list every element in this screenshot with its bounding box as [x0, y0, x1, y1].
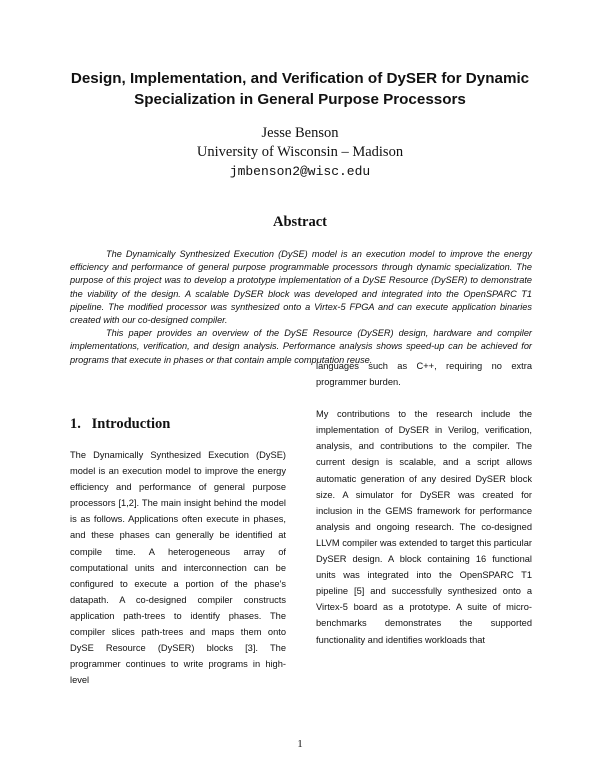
left-column — [70, 447, 286, 688]
abstract-heading: Abstract — [273, 214, 327, 230]
page-number: 1 — [297, 738, 303, 750]
author-name: Jesse Benson — [261, 125, 339, 141]
body-paragraph: The Dynamically Synthesized Execution (DySE) model is an execution model to improve the energy efficiency and performance of general purpose processors [1,2]. The main insight behind the model is as follows. Applications often execute in phases, and these phases can generally be identified at compile time. A heterogeneous array of computational units and interconnection can be configured to execute a portion of the phase's datapath. A co-designed compiler constructs application path-trees to identify phases. The compiler slices path-trees and maps them onto DySE Resource (DySER) blocks [3]. The programmer continues to write programs in high-level — [70, 450, 286, 686]
body-paragraph: My contributions to the research include the implementation of DySER in Verilog, verification, analysis, and contributions to the compiler. The current design is scalable, and a script allows automatic generation of any desired DySER block size. A simulator for DySER was created for inclusion in the GEMS framework for performance analysis and ongoing research. The co-designed LLVM compiler was extended to target this particular DySER design. A block containing 16 functional units was integrated into the OpenSPARC T1 pipeline [5] and successfully synthesized onto a Virtex-5 board as a prototype. A suite of micro-benchmarks demonstrates the supported functionality and identifies workloads that — [316, 409, 532, 645]
section-number: 1. — [70, 416, 81, 432]
author-email: jmbenson2@wisc.edu — [229, 164, 371, 179]
paper-title: Design, Implementation, and Verification of DySER for Dynamic Specialization in General Purpose Processors — [70, 70, 530, 108]
section-heading-introduction — [70, 416, 270, 433]
abstract-paragraph: This paper provides an overview of the DySE Resource (DySER) design, hardware and compiler implementations, verification, and design analysis. Performance analysis shows speed-up can be achieved for programs that execute in phases or that contain ample computation reuse. — [70, 328, 532, 365]
section-title: Introduction — [91, 416, 171, 432]
abstract-body — [70, 248, 532, 367]
author-affiliation: University of Wisconsin – Madison — [196, 144, 404, 160]
body-paragraph: languages such as C++, requiring no extra programmer burden. — [316, 361, 532, 388]
right-column — [316, 358, 532, 648]
abstract-paragraph: The Dynamically Synthesized Execution (DySE) model is an execution model to improve the energy efficiency and performance of general purpose programmable processors through dynamic specialization. The purpose of this project was to develop a prototype implementation of a DySE Resource (DySER) to demonstrate the viability of the design. A scalable DySER block was developed and integrated into the OpenSPARC T1 pipeline. The modified processor was synthesized onto a Virtex-5 FPGA and can execute application binaries created with our co-designed compiler. — [70, 249, 532, 326]
